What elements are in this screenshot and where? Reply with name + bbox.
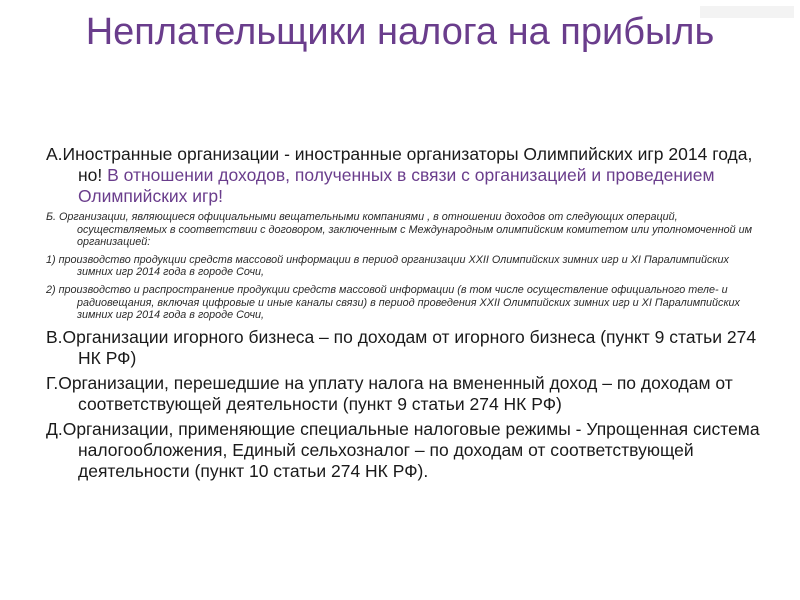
item-a-highlight: В отношении доходов, полученных в связи с организацией и проведением Олимпийских игр! bbox=[78, 165, 715, 206]
item-b-1: 1) производство продукции средств массовой информации в период организации XXII Олимпийских зимних игр и XI Паралимпийских зимних игр 2014 года в городе Сочи, bbox=[46, 253, 729, 279]
slide-title: Неплательщики налога на прибыль bbox=[85, 11, 715, 53]
item-a-text: А.Иностранные организации - иностранные организаторы Олимпийских игр 2014 года, но! bbox=[46, 144, 753, 185]
item-b: Б. Организации, являющиеся официальными вещательными компаниями , в отношении доходов от следующих операций, осуществляемых в соответствии с договором, заключенным с Международным олимпийским комитетом или уполномоченной им организацией: bbox=[46, 211, 753, 249]
item-a bbox=[46, 144, 766, 207]
item-v: В.Организации игорного бизнеса – по доходам от игорного бизнеса (пункт 9 статьи 274 НК РФ) bbox=[46, 326, 757, 368]
item-b-2: 2) производство и распространение продукции средств массовой информации (в том числе осуществление официального теле- и радиовещания, включая цифровые и иные каналы связи) в период проведения XXII Олимпийских зимних игр и XI Паралимпийских зимних игр 2014 года в городе Сочи, bbox=[46, 283, 740, 322]
slide-body bbox=[46, 144, 766, 486]
item-d: Д.Организации, применяющие специальные налоговые режимы - Упрощенная система налогообложения, Единый сельхозналог – по доходам от соответствующей деятельности (пункт 10 статьи 274 НК РФ). bbox=[46, 418, 760, 481]
item-g: Г.Организации, перешедшие на уплату налога на вмененный доход – по доходам от соответствующей деятельности (пункт 9 статьи 274 НК РФ) bbox=[46, 372, 733, 414]
